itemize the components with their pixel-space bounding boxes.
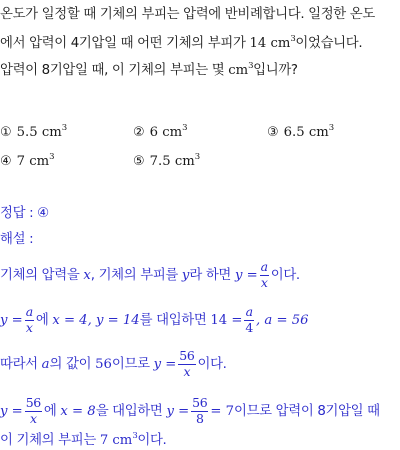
explanation-text: 이다.	[197, 357, 227, 372]
fraction	[25, 306, 34, 334]
fraction-denominator: 8	[195, 410, 204, 426]
math-expression: , a = 56	[256, 313, 309, 328]
explanation-step-3	[0, 350, 227, 378]
fraction	[25, 397, 42, 425]
option-value: 5.5 cm	[16, 125, 62, 140]
fraction-denominator: x	[25, 319, 33, 335]
fraction-denominator: x	[260, 274, 268, 290]
math-expression: y =	[166, 404, 190, 419]
explanation-text: 의 값이	[49, 357, 96, 372]
explanation-text: 에	[43, 404, 61, 419]
cube-exponent: 3	[328, 123, 335, 133]
question-line-1	[0, 8, 375, 21]
math-expression: x = 4, y = 14	[52, 313, 140, 328]
option-marker: ③	[267, 125, 279, 140]
math-variable: x	[83, 268, 91, 283]
question-text: 에서 압력이 4기압일 때 어떤 기체의 부피가	[0, 36, 250, 51]
fraction	[260, 261, 269, 289]
cube-exponent: 3	[194, 152, 201, 162]
fraction-denominator: 4	[245, 319, 254, 335]
explanation-text: , 기체의 부피를	[90, 268, 182, 283]
question-line-3	[0, 62, 298, 77]
explanation-text: 이다.	[270, 268, 300, 283]
fraction-numerator: 56	[25, 395, 41, 410]
volume-unit: cm	[228, 63, 249, 78]
question-text: 압력이 8기압일 때, 이 기체의 부피는 몇	[0, 63, 229, 78]
option-marker: ④	[0, 154, 12, 169]
math-expression: y =	[0, 313, 23, 328]
math-expression: 14 =	[210, 313, 243, 328]
option-1[interactable]	[0, 124, 67, 139]
fraction-numerator: a	[260, 259, 268, 274]
answer-line	[0, 207, 49, 220]
option-marker: ①	[0, 125, 12, 140]
option-3[interactable]	[267, 124, 334, 139]
cube-exponent: 3	[182, 123, 188, 133]
fraction-denominator: x	[183, 363, 191, 379]
math-variable: y	[181, 268, 190, 283]
math-variable: a	[41, 357, 50, 372]
explanation-step-2	[0, 306, 308, 334]
explanation-step-1	[0, 261, 300, 289]
fraction-numerator: 56	[192, 395, 208, 410]
explanation-step-5	[0, 432, 166, 447]
explanation-text: 기체의 압력을	[0, 268, 84, 283]
math-value: 56	[95, 357, 112, 372]
cube-exponent: 3	[132, 431, 138, 441]
explanation-text: 을 대입하면	[95, 404, 167, 419]
explanation-text: 에	[35, 313, 53, 328]
explanation-text: 를 대입하면	[139, 313, 211, 328]
math-value: 7 cm	[99, 433, 133, 448]
explanation-heading	[0, 233, 33, 246]
question-text: 이었습니다.	[295, 36, 363, 51]
explanation-label: 해설 :	[0, 232, 34, 247]
math-expression: y =	[0, 404, 23, 419]
option-marker: ⑤	[133, 154, 145, 169]
cube-exponent: 3	[290, 34, 296, 44]
explanation-text: 이므로	[111, 357, 154, 372]
fraction	[191, 397, 208, 425]
fraction-numerator: 56	[179, 348, 195, 363]
explanation-text: 라 하면	[189, 268, 235, 283]
explanation-text: 따라서	[0, 357, 42, 372]
question-text: 온도가 일정할 때 기체의 부피는 압력에 반비례합니다. 일정한 온도	[0, 7, 375, 22]
cube-exponent: 3	[49, 152, 55, 162]
math-expression: x = 8	[60, 404, 96, 419]
explanation-step-4	[0, 397, 380, 425]
answer-label: 정답 : ④	[0, 206, 49, 221]
cube-exponent: 3	[61, 123, 68, 133]
option-marker: ②	[133, 125, 145, 140]
question-text: 입니까?	[253, 63, 298, 78]
option-value: 7.5 cm	[149, 154, 195, 169]
explanation-text: 이 기체의 부피는	[0, 433, 100, 448]
option-4[interactable]	[0, 153, 55, 168]
fraction-numerator: a	[245, 304, 253, 319]
fraction	[178, 350, 195, 378]
option-5[interactable]	[133, 153, 200, 168]
fraction-numerator: a	[25, 304, 33, 319]
option-2[interactable]	[133, 124, 188, 139]
volume-value: 14 cm	[249, 36, 291, 51]
explanation-text: 이므로 압력이 8기압일 때	[234, 404, 380, 419]
cube-exponent: 3	[248, 61, 254, 71]
option-value: 6 cm	[149, 125, 183, 140]
question-line-2	[0, 35, 362, 50]
math-expression: = 7	[210, 404, 234, 419]
fraction	[244, 306, 254, 334]
math-expression: y =	[234, 268, 258, 283]
option-value: 7 cm	[16, 154, 50, 169]
math-expression: y =	[153, 357, 177, 372]
option-value: 6.5 cm	[283, 125, 329, 140]
fraction-denominator: x	[29, 410, 37, 426]
explanation-text: 이다.	[137, 433, 167, 448]
